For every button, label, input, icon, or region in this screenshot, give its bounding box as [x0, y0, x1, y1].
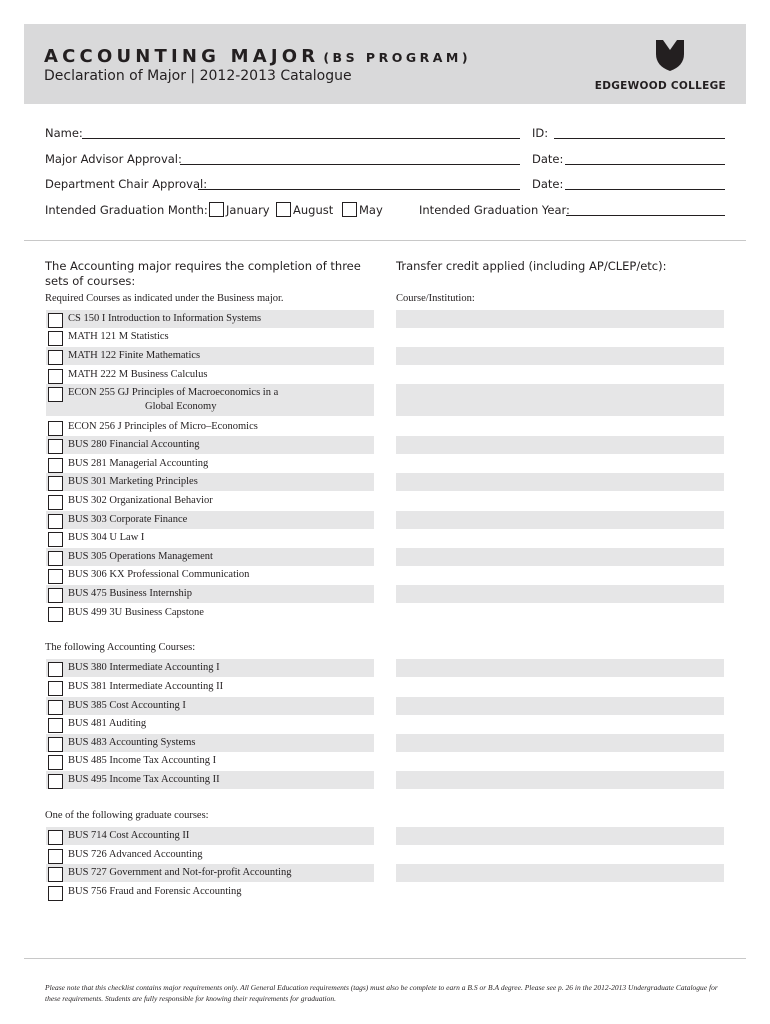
course-checkbox[interactable] [48, 532, 63, 547]
grad-year-field[interactable] [566, 215, 725, 216]
footer-divider [24, 958, 746, 959]
chair-date-label: Date: [532, 177, 564, 191]
course-checkbox[interactable] [48, 350, 63, 365]
accounting-courses-label: The following Accounting Courses: [45, 642, 196, 653]
course-label: BUS 301 Marketing Principles [68, 476, 198, 487]
course-label: BUS 714 Cost Accounting II [68, 830, 190, 841]
course-label: MATH 121 M Statistics [68, 331, 169, 342]
course-checkbox[interactable] [48, 662, 63, 677]
header-banner [24, 24, 746, 104]
id-field[interactable] [554, 138, 725, 139]
transfer-credit-field[interactable] [396, 697, 724, 715]
may-checkbox[interactable] [342, 202, 357, 217]
transfer-credit-field[interactable] [396, 384, 724, 416]
course-checkbox[interactable] [48, 681, 63, 696]
footnote: Please note that this checklist contains major requirements only. All General Education requirements (tags) must also be complete to earn a B.S or B.A degree. Please see p. 26 in the 2012-2013 Undergraduate Catalogue for these requirements. Students are fully responsible for knowing their requirements for graduation. [45, 983, 718, 1003]
course-label: BUS 756 Fraud and Forensic Accounting [68, 886, 242, 897]
course-checkbox[interactable] [48, 737, 63, 752]
id-label: ID: [532, 126, 549, 140]
college-logo [594, 38, 726, 100]
course-checkbox[interactable] [48, 700, 63, 715]
course-label: BUS 380 Intermediate Accounting I [68, 662, 220, 673]
course-label: ECON 255 GJ Principles of Macroeconomics in a [68, 387, 279, 398]
transfer-credit-field[interactable] [396, 771, 724, 789]
transfer-credit-field[interactable] [396, 585, 724, 603]
course-checkbox[interactable] [48, 313, 63, 328]
course-label: BUS 726 Advanced Accounting [68, 849, 203, 860]
course-checkbox[interactable] [48, 755, 63, 770]
transfer-credit-field[interactable] [396, 473, 724, 491]
course-checkbox[interactable] [48, 830, 63, 845]
transfer-credit-field[interactable] [396, 310, 724, 328]
course-checkbox[interactable] [48, 718, 63, 733]
course-label: BUS 305 Operations Management [68, 551, 213, 562]
chair-approval-label: Department Chair Approval: [45, 177, 208, 191]
course-label: BUS 306 KX Professional Communication [68, 569, 250, 580]
course-label: MATH 222 M Business Calculus [68, 369, 208, 380]
course-checkbox[interactable] [48, 387, 63, 402]
course-checkbox[interactable] [48, 514, 63, 529]
course-label: BUS 727 Government and Not-for-profit Accounting [68, 867, 292, 878]
course-label: BUS 499 3U Business Capstone [68, 607, 204, 618]
course-checkbox[interactable] [48, 569, 63, 584]
page-title: ACCOUNTING MAJOR (BS PROGRAM) [44, 46, 472, 67]
advisor-approval-label: Major Advisor Approval: [45, 152, 182, 166]
page-title-program: (BS PROGRAM) [323, 50, 472, 65]
course-checkbox[interactable] [48, 607, 63, 622]
transfer-credit-field[interactable] [396, 864, 724, 882]
may-label: May [359, 203, 383, 217]
intro-text: The Accounting major requires the completion of three sets of courses: [45, 259, 361, 288]
august-label: August [293, 203, 334, 217]
course-label: BUS 381 Intermediate Accounting II [68, 681, 224, 692]
course-label: BUS 281 Managerial Accounting [68, 458, 209, 469]
required-courses-label: Required Courses as indicated under the Business major. [45, 293, 284, 304]
course-institution-label: Course/Institution: [396, 293, 475, 304]
graduate-courses-label: One of the following graduate courses: [45, 810, 209, 821]
course-checkbox[interactable] [48, 439, 63, 454]
course-checkbox[interactable] [48, 867, 63, 882]
course-label: CS 150 I Introduction to Information Systems [68, 313, 262, 324]
section-divider [24, 240, 746, 241]
course-checkbox[interactable] [48, 331, 63, 346]
transfer-credit-heading: Transfer credit applied (including AP/CLEP/etc): [396, 259, 667, 273]
transfer-credit-field[interactable] [396, 827, 724, 845]
august-checkbox[interactable] [276, 202, 291, 217]
transfer-credit-field[interactable] [396, 734, 724, 752]
course-label: BUS 475 Business Internship [68, 588, 192, 599]
chair-approval-field[interactable] [198, 189, 520, 190]
course-label: BUS 483 Accounting Systems [68, 737, 196, 748]
advisor-date-label: Date: [532, 152, 564, 166]
chair-date-field[interactable] [565, 189, 725, 190]
college-name: EDGEWOOD COLLEGE [594, 80, 726, 92]
course-label: BUS 302 Organizational Behavior [68, 495, 213, 506]
name-label: Name: [45, 126, 83, 140]
january-label: January [226, 203, 270, 217]
course-label: BUS 303 Corporate Finance [68, 514, 188, 525]
course-label: BUS 481 Auditing [68, 718, 147, 729]
course-checkbox[interactable] [48, 886, 63, 901]
course-checkbox[interactable] [48, 495, 63, 510]
course-checkbox[interactable] [48, 551, 63, 566]
course-label: BUS 495 Income Tax Accounting II [68, 774, 220, 785]
transfer-credit-field[interactable] [396, 347, 724, 365]
shield-icon [654, 38, 686, 72]
course-label: BUS 280 Financial Accounting [68, 439, 200, 450]
name-field[interactable] [82, 138, 520, 139]
course-checkbox[interactable] [48, 476, 63, 491]
course-label: BUS 304 U Law I [68, 532, 145, 543]
course-checkbox[interactable] [48, 774, 63, 789]
advisor-date-field[interactable] [565, 164, 725, 165]
course-label: MATH 122 Finite Mathematics [68, 350, 201, 361]
transfer-credit-field[interactable] [396, 659, 724, 677]
page-subtitle: Declaration of Major | 2012-2013 Catalogue [44, 68, 352, 84]
course-label: BUS 485 Income Tax Accounting I [68, 755, 217, 766]
grad-year-label: Intended Graduation Year: [419, 203, 570, 217]
transfer-credit-field[interactable] [396, 511, 724, 529]
course-checkbox[interactable] [48, 421, 63, 436]
transfer-credit-field[interactable] [396, 548, 724, 566]
grad-month-label: Intended Graduation Month: [45, 203, 208, 217]
course-label-continuation: Global Economy [145, 401, 217, 412]
course-label: ECON 256 J Principles of Micro–Economics [68, 421, 258, 432]
course-label: BUS 385 Cost Accounting I [68, 700, 186, 711]
transfer-credit-field[interactable] [396, 436, 724, 454]
advisor-approval-field[interactable] [180, 164, 520, 165]
course-checkbox[interactable] [48, 588, 63, 603]
course-checkbox[interactable] [48, 369, 63, 384]
course-checkbox[interactable] [48, 458, 63, 473]
january-checkbox[interactable] [209, 202, 224, 217]
course-checkbox[interactable] [48, 849, 63, 864]
